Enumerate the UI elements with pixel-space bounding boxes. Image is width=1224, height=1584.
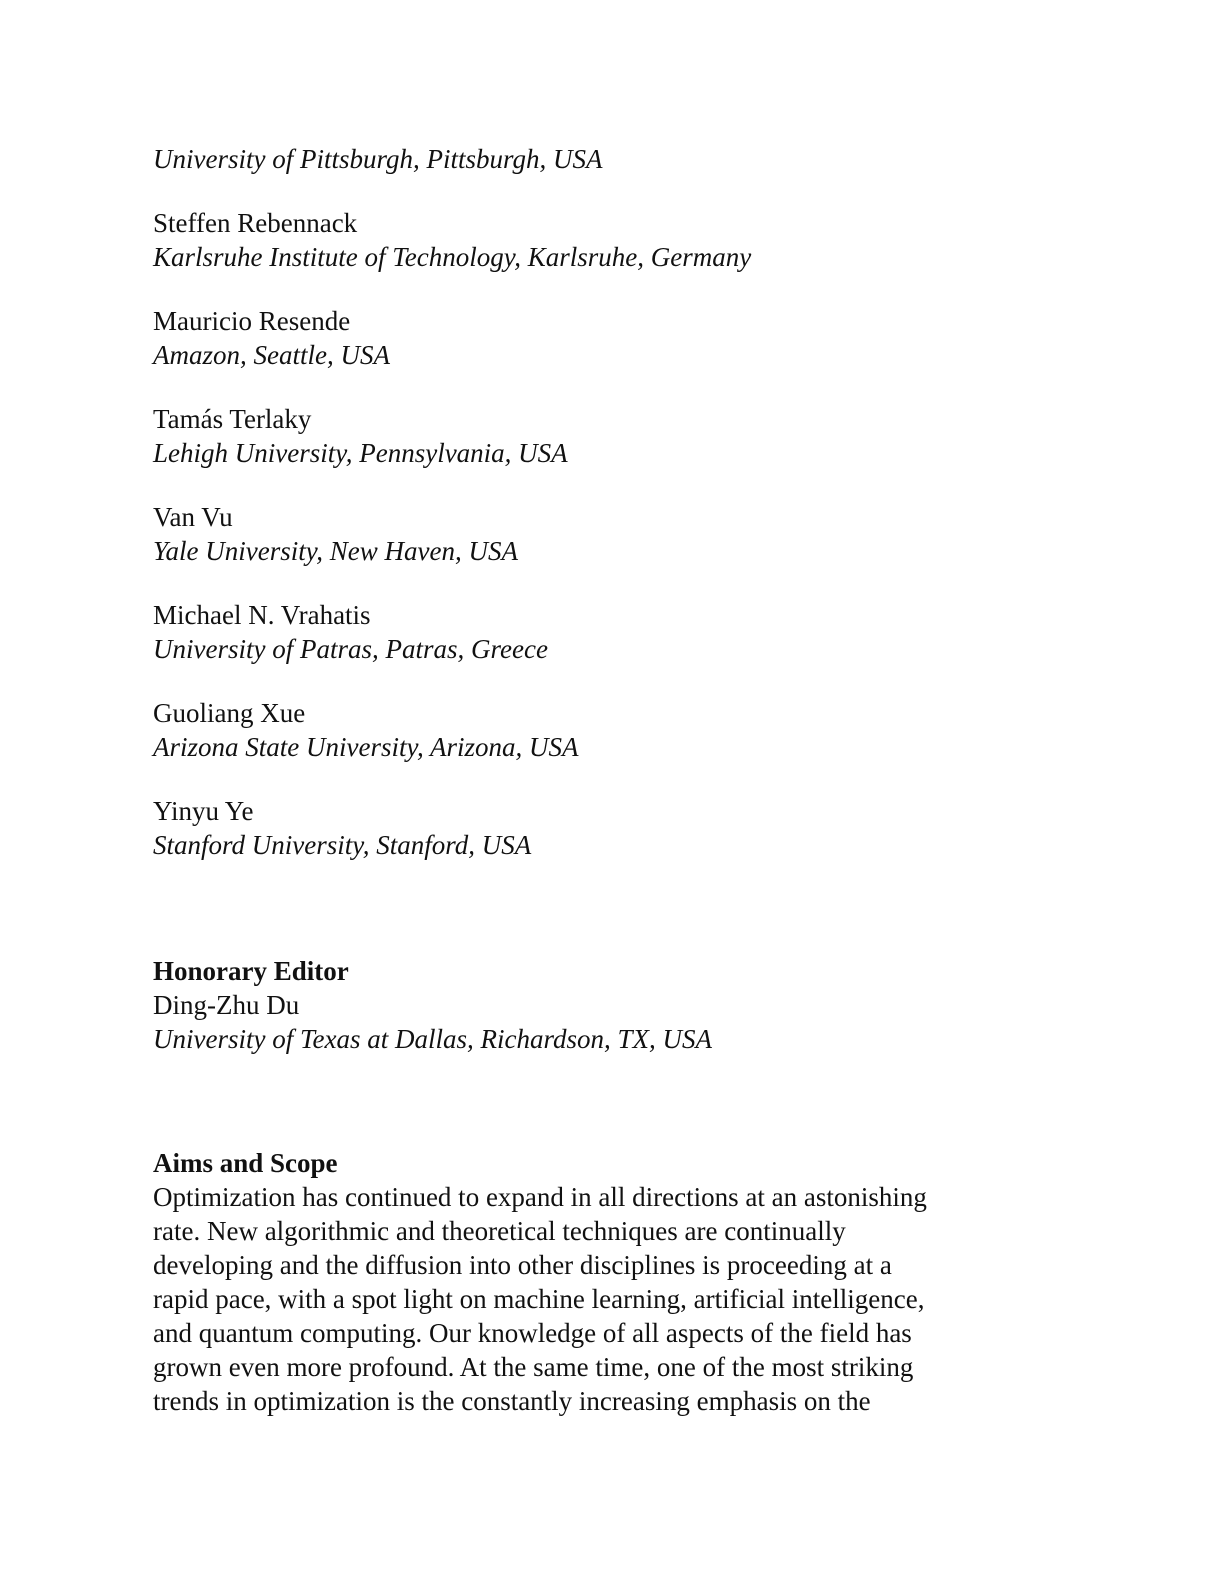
aims-text-line: and quantum computing. Our knowledge of all aspects of the field has: [153, 1318, 912, 1348]
editor-entry: [153, 696, 1073, 764]
aims-and-scope-section: [153, 1146, 1073, 1418]
editor-entry: [153, 142, 1073, 176]
editor-name: Tamás Terlaky: [153, 404, 312, 434]
editor-entry: [153, 304, 1073, 372]
editor-affiliation: University of Pittsburgh, Pittsburgh, USA: [153, 144, 603, 174]
editor-affiliation: University of Patras, Patras, Greece: [153, 634, 548, 664]
editor-entry: [153, 402, 1073, 470]
editor-name: Van Vu: [153, 502, 233, 532]
aims-text-line: grown even more profound. At the same time, one of the most striking: [153, 1352, 914, 1382]
editor-affiliation: Arizona State University, Arizona, USA: [153, 732, 579, 762]
editor-affiliation: Karlsruhe Institute of Technology, Karlsruhe, Germany: [153, 242, 752, 272]
editor-name: Guoliang Xue: [153, 698, 306, 728]
editor-name: Yinyu Ye: [153, 796, 254, 826]
editor-affiliation: Stanford University, Stanford, USA: [153, 830, 532, 860]
aims-text-line: rapid pace, with a spot light on machine learning, artificial intelligence,: [153, 1284, 925, 1314]
editor-entry: [153, 598, 1073, 666]
editor-entry: [153, 500, 1073, 568]
aims-text-line: developing and the diffusion into other disciplines is proceeding at a: [153, 1250, 892, 1280]
editor-entry: [153, 206, 1073, 274]
editor-entry: [153, 794, 1073, 862]
editor-name: Mauricio Resende: [153, 306, 351, 336]
page-content: [153, 142, 1073, 1416]
honorary-editor-section: [153, 954, 712, 1056]
editor-affiliation: Lehigh University, Pennsylvania, USA: [153, 438, 568, 468]
aims-text-line: Optimization has continued to expand in all directions at an astonishing: [153, 1182, 927, 1212]
editor-affiliation: Amazon, Seattle, USA: [153, 340, 390, 370]
honorary-editor-affiliation: University of Texas at Dallas, Richardson, TX, USA: [153, 1024, 712, 1054]
aims-and-scope-body: [153, 1180, 1073, 1418]
aims-text-line: rate. New algorithmic and theoretical techniques are continually: [153, 1216, 846, 1246]
editor-name: Steffen Rebennack: [153, 208, 358, 238]
editor-name: Michael N. Vrahatis: [153, 600, 371, 630]
honorary-editor-name: Ding-Zhu Du: [153, 990, 300, 1020]
editor-affiliation: Yale University, New Haven, USA: [153, 536, 518, 566]
aims-text-line: trends in optimization is the constantly increasing emphasis on the: [153, 1386, 871, 1416]
aims-and-scope-heading: Aims and Scope: [153, 1148, 338, 1178]
honorary-editor-heading: Honorary Editor: [153, 956, 349, 986]
